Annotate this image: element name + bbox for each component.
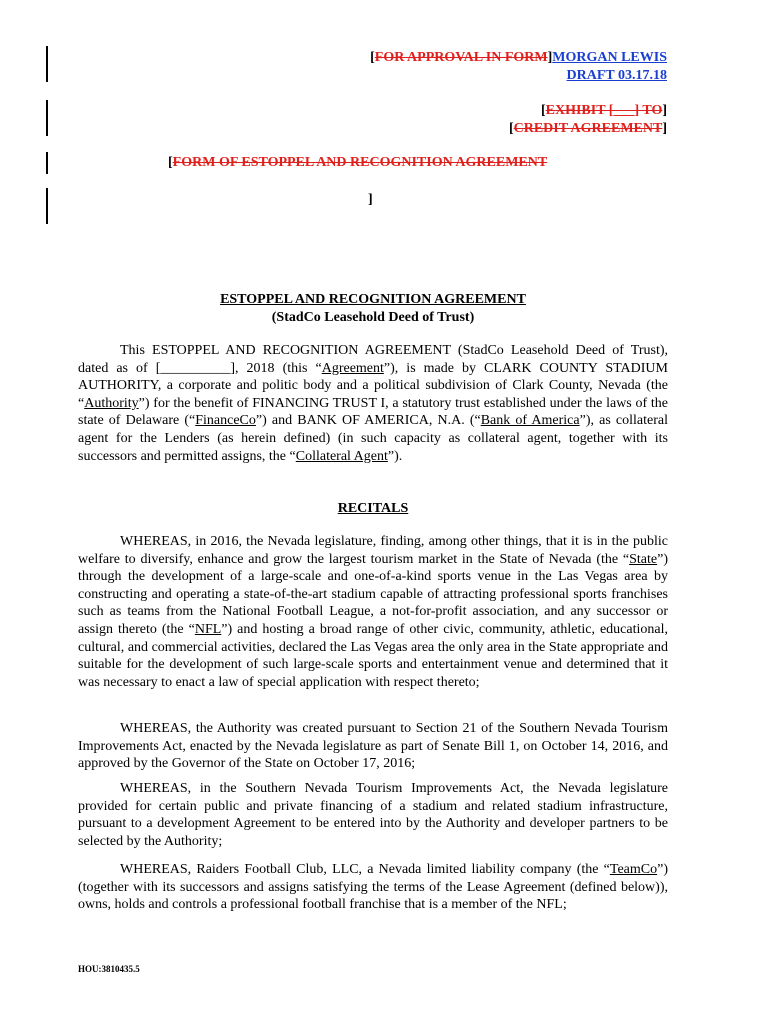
form-title: [FORM OF ESTOPPEL AND RECOGNITION AGREEMENT — [168, 155, 548, 170]
doc-subtitle: (StadCo Leasehold Deed of Trust) — [271, 310, 475, 325]
change-bar-1 — [46, 46, 48, 82]
doc-title: ESTOPPEL AND RECOGNITION AGREEMENT — [220, 292, 526, 307]
term-nfl: NFL — [194, 621, 222, 637]
inserted-draft-text: DRAFT 03.17.18 — [566, 68, 667, 83]
change-bar-4 — [46, 188, 48, 224]
change-bar-2 — [46, 100, 48, 136]
strike-exhibit-text: EXHIBIT [___] TO — [545, 103, 663, 118]
term-bank-of-america: Bank of America — [480, 413, 580, 429]
strike-credit-text: CREDIT AGREEMENT — [513, 121, 663, 136]
inserted-firm-text: MORGAN LEWIS — [552, 50, 667, 65]
term-teamco: TeamCo — [609, 862, 658, 877]
term-financeco: FinanceCo — [195, 413, 256, 429]
header-line-4: [CREDIT AGREEMENT] — [508, 121, 667, 136]
intro-paragraph: This ESTOPPEL AND RECOGNITION AGREEMENT (StadCo Leasehold Deed of Trust), dated as of [__________], 2018 (this “Agreement”), is made by CLARK COUNTY STADIUM AUTHORITY, a corporate and politic body and a political subdivision of Clark County, Nevada (the “Authority”) for the benefit of FINANCING TRUST I, a statutory trust established under the laws of the state of Delaware (“FinanceCo”) and BANK OF AMERICA, N.A. (“Bank of America”), as collateral agent for the Lenders (as herein defined) (in such capacity as collateral agent, together with its successors and permitted assigns, the “Collateral Agent”). — [78, 343, 668, 464]
form-close-bracket: ] — [368, 192, 373, 207]
recital-1: WHEREAS, in 2016, the Nevada legislature, finding, among other things, that it is in the public welfare to diversify, enhance and grow the largest tourism market in the State of Nevada (the “State”) through the development of a large-scale and one-of-a-kind sports venue in the Las Vegas area by constructing and operating a state-of-the-art stadium capable of attracting professional sports franchises such as teams from the National Football League, a not-for-profit association, and any successor or assign thereto (the “NFL”) and hosting a broad range of other civic, community, athletic, educational, cultural, and commercial activities, declared the Las Vegas area the only area in the State appropriate and suitable for the development of such large-scale sports and entertainment venue and determined that it was necessary to enact a law of special application with respect thereto; — [78, 534, 668, 690]
recitals-heading: RECITALS — [337, 501, 409, 516]
term-agreement: Agreement — [321, 360, 384, 376]
header-line-1: [FOR APPROVAL IN FORM]MORGAN LEWIS — [370, 50, 667, 65]
term-collateral-agent: Collateral Agent — [295, 448, 388, 464]
recital-3: WHEREAS, in the Southern Nevada Tourism Improvements Act, the Nevada legislature provided for certain public and private financing of a stadium and related stadium infrastructure, pursuant to a development Agreement to be entered into by the Authority and developer partners to be selected by the Authority; — [78, 781, 668, 849]
strike-form-title: FORM OF ESTOPPEL AND RECOGNITION AGREEMENT — [172, 155, 548, 170]
change-bar-3 — [46, 152, 48, 174]
header-line-2 — [567, 67, 667, 85]
term-state: State — [629, 551, 658, 567]
recital-2: WHEREAS, the Authority was created pursuant to Section 21 of the Southern Nevada Tourism Improvements Act, enacted by the Nevada legislature as part of Senate Bill 1, on October 14, 2016, and approved by the Governor of the State on October 17, 2016; — [78, 721, 668, 772]
recital-4: WHEREAS, Raiders Football Club, LLC, a Nevada limited liability company (the “TeamCo”) (together with its successors and assigns satisfying the terms of the Lease Agreement (defined below)), owns, holds and controls a professional football franchise that is a member of the NFL; — [78, 862, 668, 913]
strike-approval-text: FOR APPROVAL IN FORM — [374, 50, 548, 65]
footer-doc-id: HOU:3810435.5 — [78, 964, 140, 974]
term-authority: Authority — [84, 395, 139, 411]
header-line-3: [EXHIBIT [___] TO] — [540, 103, 667, 118]
